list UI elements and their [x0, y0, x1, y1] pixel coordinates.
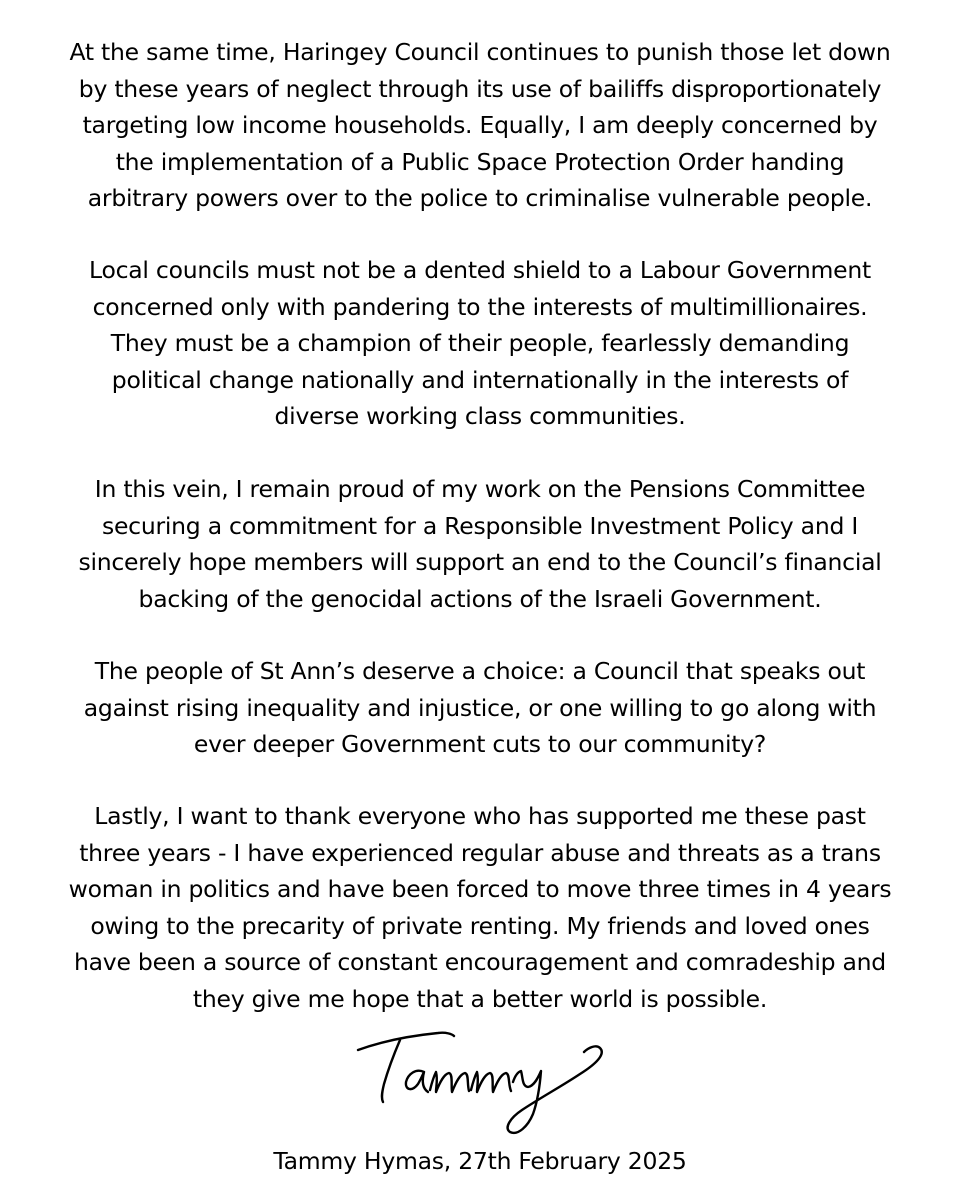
paragraph-2	[20, 252, 940, 435]
text-line: have been a source of constant encouragement and comradeship and	[74, 948, 886, 976]
text-line: three years - I have experienced regular abuse and threats as a trans	[79, 838, 881, 867]
text-line: the implementation of a Public Space Protection Order handing	[115, 147, 845, 176]
handwritten-signature	[350, 1024, 620, 1144]
paragraph-4	[20, 653, 940, 763]
text-line: The people of St Ann’s deserve a choice: a Council that speaks out	[94, 657, 866, 685]
text-line: targeting low income households. Equally, I am deeply concerned by	[82, 111, 878, 139]
paragraph-1	[20, 34, 940, 217]
text-line: they give me hope that a better world is possible.	[192, 984, 768, 1013]
text-line: diverse working class communities.	[274, 402, 686, 430]
text-line: They must be a champion of their people, fearlessly demanding	[110, 329, 850, 357]
text-line: against rising inequality and injustice, or one willing to go along with	[83, 693, 877, 722]
signature-caption: Tammy Hymas, 27th February 2025	[273, 1147, 687, 1175]
text-line: woman in politics and have been forced to move three times in 4 years	[68, 875, 892, 903]
text-line: ever deeper Government cuts to our community?	[193, 730, 767, 758]
text-line: Local councils must not be a dented shield to a Labour Government	[89, 256, 871, 284]
text-line: concerned only with pandering to the interests of multimillionaires.	[92, 292, 868, 321]
text-line: In this vein, I remain proud of my work on the Pensions Committee	[94, 475, 866, 503]
paragraph-3	[20, 471, 940, 617]
text-line: by these years of neglect through its use of bailiffs disproportionately	[78, 74, 882, 103]
text-line: political change nationally and internationally in the interests of	[111, 365, 849, 394]
paragraph-5	[20, 798, 940, 1017]
text-line: securing a commitment for a Responsible Investment Policy and I	[101, 511, 859, 540]
text-line: backing of the genocidal actions of the Israeli Government.	[138, 584, 822, 613]
text-line: Lastly, I want to thank everyone who has supported me these past	[94, 802, 866, 830]
text-line: sincerely hope members will support an end to the Council’s financial	[78, 548, 882, 576]
text-line: arbitrary powers over to the police to criminalise vulnerable people.	[87, 184, 873, 212]
text-line: At the same time, Haringey Council continues to punish those let down	[69, 38, 891, 66]
text-line: owing to the precarity of private renting. My friends and loved ones	[90, 911, 870, 940]
